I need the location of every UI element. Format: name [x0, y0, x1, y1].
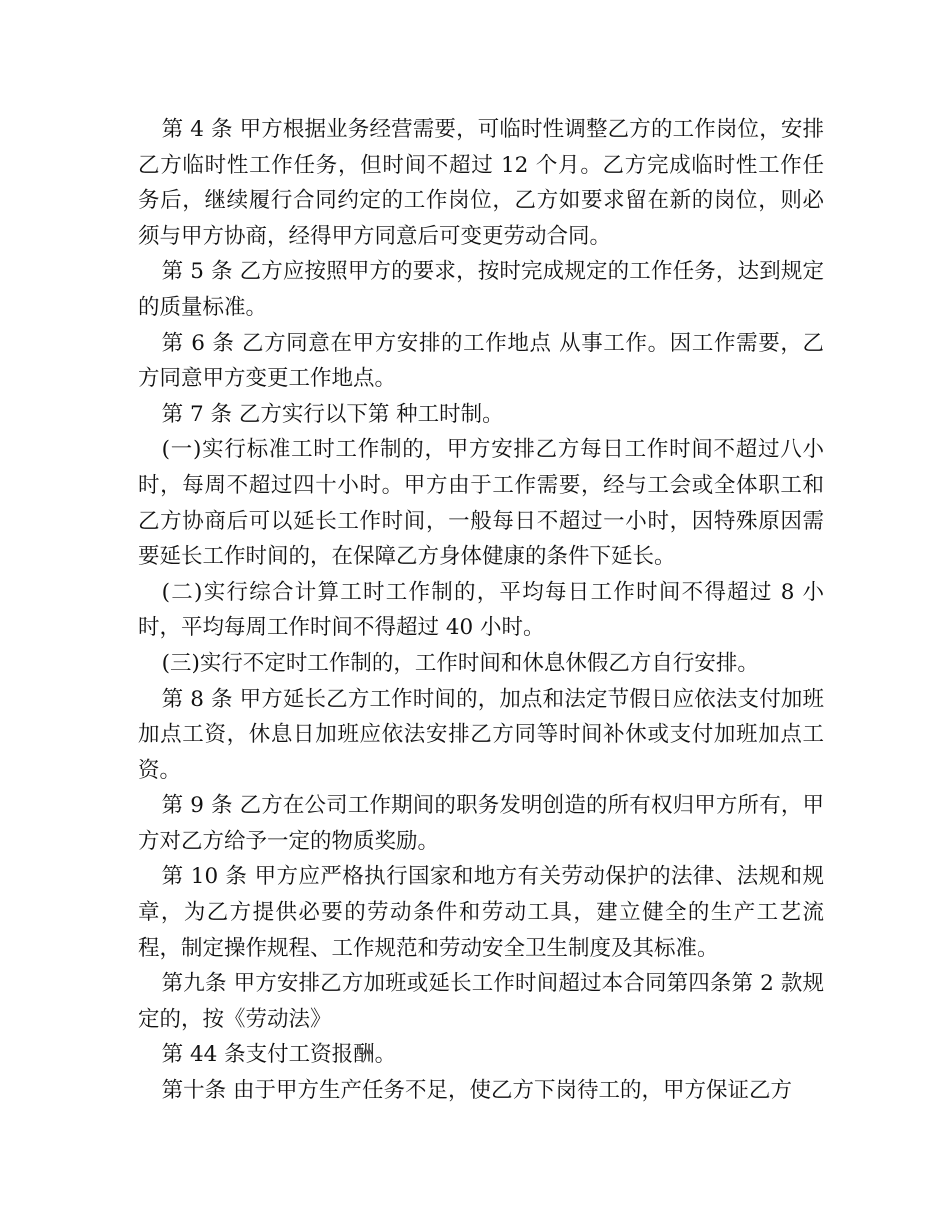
- clause-5: 第 5 条 乙方应按照甲方的要求，按时完成规定的工作任务，达到规定的质量标准。: [138, 259, 824, 320]
- clause-9: 第 9 条 乙方在公司工作期间的职务发明创造的所有权归甲方所有，甲方对乙方给予一定的物质奖励。: [138, 793, 824, 854]
- clause-4: 第 4 条 甲方根据业务经营需要，可临时性调整乙方的工作岗位，安排乙方临时性工作任务，但时间不超过 12 个月。乙方完成临时性工作任务后，继续履行合同约定的工作岗位，乙方如要求留在新的岗位，则必须与甲方协商，经得甲方同意后可变更劳动合同。: [138, 117, 824, 249]
- clause-nine: 第九条 甲方安排乙方加班或延长工作时间超过本合同第四条第 2 款规定的，按《劳动法》: [138, 971, 824, 1032]
- clause-7: 第 7 条 乙方实行以下第 种工时制。: [161, 401, 504, 427]
- clause-44-reference: 第 44 条支付工资报酬。: [161, 1042, 397, 1068]
- clause-ten: 第十条 由于甲方生产任务不足，使乙方下岗待工的，甲方保证乙方: [161, 1078, 792, 1104]
- clause-7-item-2: (二)实行综合计算工时工作制的，平均每日工作时间不得超过 8 小时，平均每周工作时间不得超过 40 小时。: [138, 579, 824, 641]
- clause-8: 第 8 条 甲方延长乙方工作时间的，加点和法定节假日应依法支付加班加点工资，休息日加班应依法安排乙方同等时间补休或支付加班加点工资。: [138, 686, 824, 783]
- clause-7-item-1: (一)实行标准工时工作制的，甲方安排乙方每日工作时间不超过八小时，每周不超过四十小时。甲方由于工作需要，经与工会或全体职工和乙方协商后可以延长工作时间，一般每日不超过一小时，因特殊原因需要延长工作时间的，在保障乙方身体健康的条件下延长。: [138, 437, 824, 570]
- clause-7-item-3: (三)实行不定时工作制的，工作时间和休息休假乙方自行安排。: [161, 650, 759, 676]
- clause-10: 第 10 条 甲方应严格执行国家和地方有关劳动保护的法律、法规和规章，为乙方提供必要的劳动条件和劳动工具，建立健全的生产工艺流程，制定操作规程、工作规范和劳动安全卫生制度及其标准。: [138, 864, 824, 961]
- clause-6: 第 6 条 乙方同意在甲方安排的工作地点 从事工作。因工作需要，乙方同意甲方变更工作地点。: [138, 330, 824, 392]
- document-body: [138, 112, 824, 1109]
